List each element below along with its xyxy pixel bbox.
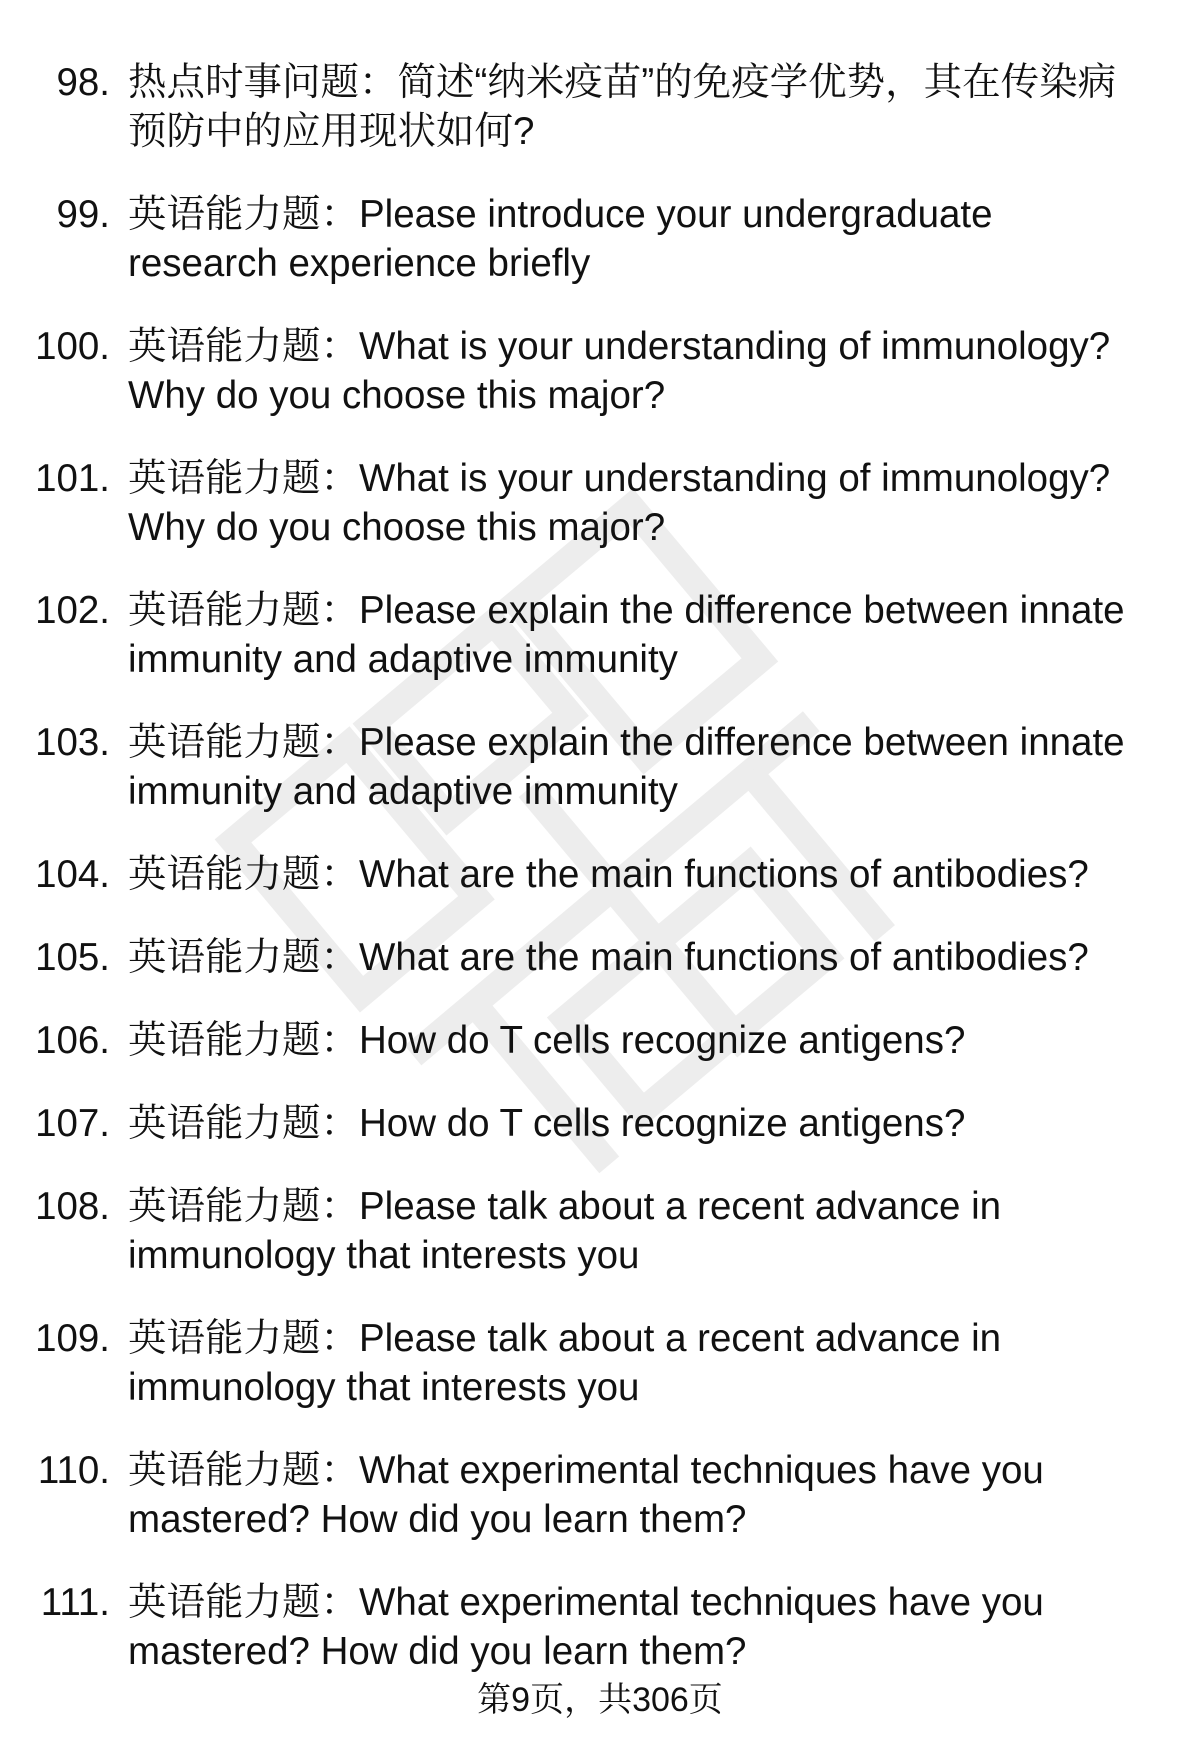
list-item [0, 322, 1200, 420]
question-number: 104. [35, 853, 110, 896]
question-text: 英语能力题：What experimental techniques have you mastered? How did you learn them? [128, 1449, 1044, 1541]
question-number: 106. [35, 1019, 110, 1062]
list-item [0, 1182, 1200, 1280]
question-text: 英语能力题：Please explain the difference between innate immunity and adaptive immunity [128, 721, 1125, 813]
question-number: 103. [35, 721, 110, 764]
question-text: 英语能力题：Please introduce your undergraduate research experience briefly [128, 193, 993, 285]
list-item [0, 1016, 1200, 1065]
page-footer [0, 1678, 1200, 1722]
list-item [0, 1446, 1200, 1544]
question-number: 98. [56, 61, 110, 104]
question-number: 105. [35, 936, 110, 979]
question-text: 英语能力题：How do T cells recognize antigens? [128, 1019, 966, 1062]
list-item [0, 454, 1200, 552]
list-item [0, 1099, 1200, 1148]
question-number: 100. [35, 325, 110, 368]
question-text: 英语能力题：Please talk about a recent advance in immunology that interests you [128, 1317, 1002, 1409]
question-text: 英语能力题：What are the main functions of antibodies? [128, 936, 1089, 979]
question-number: 107. [35, 1102, 110, 1145]
question-text: 英语能力题：What is your understanding of immunology? Why do you choose this major? [128, 325, 1111, 417]
question-number: 102. [35, 589, 110, 632]
list-item [0, 718, 1200, 816]
list-item [0, 190, 1200, 288]
question-number: 109. [35, 1317, 110, 1360]
list-item [0, 1578, 1200, 1676]
question-text: 热点时事问题：简述“纳米疫苗”的免疫学优势，其在传染病预防中的应用现状如何? [128, 61, 1117, 153]
question-number: 111. [40, 1581, 110, 1624]
question-text: 英语能力题：Please talk about a recent advance in immunology that interests you [128, 1185, 1002, 1277]
list-item [0, 933, 1200, 982]
list-item [0, 850, 1200, 899]
question-text: 英语能力题：What are the main functions of antibodies? [128, 853, 1089, 896]
question-number: 101. [35, 457, 110, 500]
list-item [0, 586, 1200, 684]
question-number: 108. [35, 1185, 110, 1228]
question-number: 99. [56, 193, 110, 236]
list-item [0, 1314, 1200, 1412]
question-text: 英语能力题：How do T cells recognize antigens? [128, 1102, 966, 1145]
list-item [0, 58, 1200, 156]
page-number-label: 第9页，共306页 [477, 1681, 723, 1719]
question-text: 英语能力题：What is your understanding of immunology? Why do you choose this major? [128, 457, 1111, 549]
question-list [0, 58, 1200, 1710]
question-text: 英语能力题：Please explain the difference between innate immunity and adaptive immunity [128, 589, 1125, 681]
question-number: 110. [37, 1449, 110, 1492]
question-text: 英语能力题：What experimental techniques have you mastered? How did you learn them? [128, 1581, 1044, 1673]
